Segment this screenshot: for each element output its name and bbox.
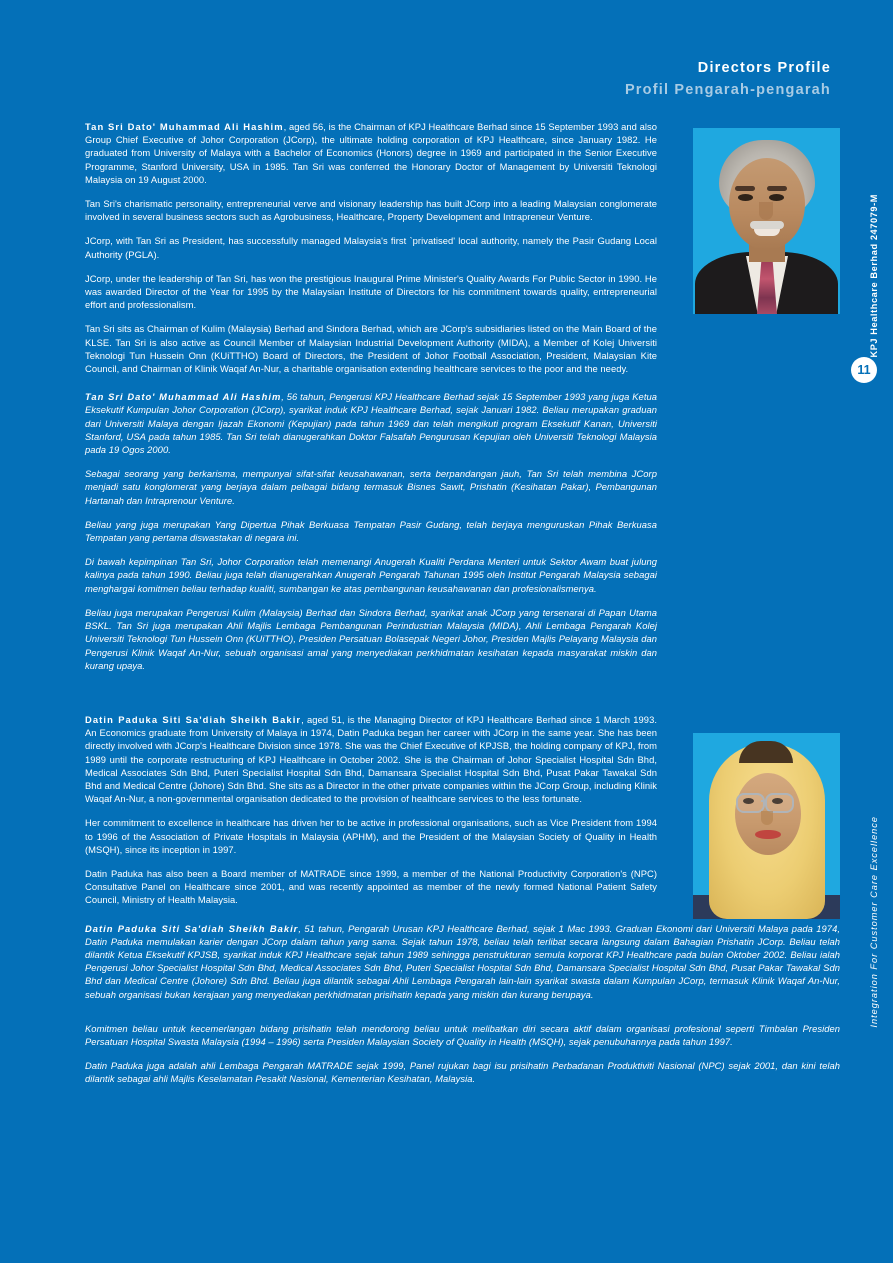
paragraph — [85, 713, 657, 805]
paragraph: Tan Sri sits as Chairman of Kulim (Malaysia) Berhad and Sindora Berhad, which are JCorp's subsidiaries listed on the Main Board of the KLSE. Tan Sri is also active as Council Member of Malaysian Industrial Development Authority (MIDA), a Member of Kolej Universiti Teknologi Tun Hussein Onn (KUiTTHO) Board of Directors, the President of Johor Football Association, President, Malaysian Kite Council, and Chairman of Klinik Waqaf An-Nur, a charitable organisation extending healthcare services to the poor and the needy. — [85, 323, 657, 375]
paragraph: Beliau yang juga merupakan Yang Dipertua Pihak Berkuasa Tempatan Pasir Gudang, telah berjaya menguruskan Pihak Berkuasa Tempatan yang pertama diswastakan di negara ini. — [85, 518, 657, 544]
director-1-name-malay: Tan Sri Dato' Muhammad Ali Hashim — [85, 391, 282, 403]
director-1-name-english: Tan Sri Dato' Muhammad Ali Hashim — [85, 121, 284, 132]
paragraph: Sebagai seorang yang berkarisma, mempunyai sifat-sifat keusahawanan, serta berpandangan jauh, Tan Sri telah membina JCorp menjadi satu konglomerat yang berjaya dalam pelbagai bidang termasuk Bisnes Sawit, Prishatin (Kesihatan Pakar), Pembangunan Hartanah dan Intraprenour Venture. — [85, 468, 657, 506]
paragraph-text: , 56 tahun, Pengerusi KPJ Healthcare Berhad sejak 15 September 1993 yang juga Ketua Eksekutif Kumpulan Johor Corporation (JCorp), syarikat induk KPJ Healthcare Berhad, sejak Januari 1982. Beliau merupakan graduan dari Universiti Malaya dengan Ijazah Ekonomi (Kepujian) pada tahun 1969 dan telah mengikuti program Eksekutif Kanan, Universiti Stanford, USA pada tahun 1985. Tan Sri telah dianugerahkan Doktor Falsafah Pengurusan Kepujian oleh Universiti Teknologi Malaysia pada 19 Ogos 2000. — [85, 391, 658, 456]
page-title-malay: Profil Pengarah-pengarah — [624, 81, 831, 98]
paragraph-text: , aged 51, is the Managing Director of KPJ Healthcare Berhad since 1 March 1993. An Economics graduate from University of Malaya in 1974, Datin Paduka began her career with JCorp in the same year. She has been directly involved with JCorp's Healthcare Division since 1978. She was the Chief Executive of KPJSB, the holding company of KPJ, from 1989 until the corporate restructuring of KPJ Healthcare in October 2002. She is the Chairman of Johor Specialist Hospital Sdn Bhd, Medical Associates Sdn Bhd, Puteri Specialist Hospital Sdn Bhd, Damansara Specialist Hospital Sdn Bhd, Pusat Pakar Tawakal Sdn Bhd and Medical Centre (Johore) Sdn Bhd. She sits as a Director in the other private companies within the JCorp Group, including Klinik Waqaf An-Nur, a non-governmental organisation dedicated to the provision of healthcare services to the less fortunate. — [85, 713, 657, 805]
paragraph: JCorp, with Tan Sri as President, has successfully managed Malaysia's first `privatised' local authority, namely the Pasir Gudang Local Authority (PGLA). — [85, 235, 657, 260]
rail-tagline: Integration For Customer Care Excellence — [869, 816, 879, 1028]
director-2-name-malay: Datin Paduka Siti Sa'diah Sheikh Bakir — [85, 922, 299, 934]
paragraph: Komitmen beliau untuk kecemerlangan bidang prisihatin telah mendorong beliau untuk melibatkan diri secara aktif dalam organisasi profesional seperti Timbalan Presiden Persatuan Hospital Swasta Malaysia (1994 – 1996) serta Presiden Malaysian Society of Quality in Health (MSQH), sejak penubuhannya pada tahun 1997. — [85, 1022, 840, 1047]
paragraph: Her commitment to excellence in healthcare has driven her to be active in professional organisations, such as Vice President from 1994 to 1996 of the Association of Private Hospitals in Malaysia (APHM), and the President of the Malaysian Society of Quality in Health (MSQH), since its inception in 1997. — [85, 817, 657, 855]
director-2-malay-block — [85, 922, 840, 1086]
page-number-badge: 11 — [851, 357, 877, 383]
page-side-rail — [840, 0, 893, 1263]
paragraph — [85, 390, 657, 456]
rail-company-name: KPJ Healthcare Berhad 247079-M — [869, 194, 879, 358]
director-2-name-english: Datin Paduka Siti Sa'diah Sheikh Bakir — [85, 713, 302, 725]
paragraph: Tan Sri's charismatic personality, entrepreneurial verve and visionary leadership has built JCorp into a leading Malaysian conglomerate involved in several business sectors such as Agrobusiness, Healthcare, Property Development and Intrapreneur Venture. — [85, 198, 657, 223]
paragraph: Di bawah kepimpinan Tan Sri, Johor Corporation telah memenangi Anugerah Kualiti Perdana Menteri untuk Sektor Awam buat julung kalinya pada tahun 1990. Beliau juga telah dianugerahkan Anugerah Pengarah Tahunan 1995 oleh Institut Pengarah Malaysia sebagai menghargai komitmen beliau terhadap kualiti, sumbangan ke atas pembangunan keusahawanan dan profesionalismenya. — [85, 556, 657, 594]
paragraph — [85, 120, 657, 186]
director-2-english-block — [85, 713, 657, 907]
page-title — [625, 58, 831, 102]
spacer — [85, 683, 840, 713]
page-title-english: Directors Profile — [697, 60, 831, 76]
paragraph — [85, 922, 840, 1001]
paragraph: JCorp, under the leadership of Tan Sri, has won the prestigious Inaugural Prime Minister's Quality Awards For Public Sector in 1990. He was awarded Director of the Year for 1995 by the Malaysian Institute of Directors for his commitment towards quality, entrepreneurial effort and professionalism. — [85, 272, 657, 311]
profiles-content — [85, 120, 840, 1097]
paragraph: Datin Paduka has also been a Board member of MATRADE since 1999, a member of the National Productivity Corporation's (NPC) Consultative Panel on Healthcare since 2001, and was recently appointed as member of the newly formed National Patient Safety Council, Ministry of Health Malaysia. — [85, 867, 657, 906]
director-1-english-block — [85, 120, 657, 375]
paragraph-text: , 51 tahun, Pengarah Urusan KPJ Healthcare Berhad, sejak 1 Mac 1993. Graduan Ekonomi dari Universiti Malaya pada 1974, Datin Paduka memulakan karier dengan JCorp dalam tahun yang sama. Sejak tahun 1978, beliau telah terlibat secara langsung dalam Bahagian Prishatin JCorp. Beliau telah dilantik Ketua Eksekutif KPJSB, syarikat induk KPJ Healthcare sejak tahun 1989 sehingga penstrukturan semula korporat KPJ Healthcare pada bulan Oktober 2002. Beliau ialah Pengerusi Johor Specialist Hospital Sdn Bhd, Medical Associates Sdn Bhd, Puteri Specialist Hospital Sdn Bhd, Damansara Specialist Hospital Sdn Bhd, Pusat Pakar Tawakal Sdn Bhd dan Medical Centre (Johore) Sdn Bhd. Beliau juga dilantik sebagai Ahli Lembaga Pengarah lain-lain syarikat swasta dalam Kumpulan JCorp, termasuk Klinik Waqaf An-Nur, sebuah organisasi bukan kerajaan yang menyediakan perkhidmatan prisihatin kepada yang miskin dan kurang berupaya. — [85, 922, 840, 1000]
paragraph: Beliau juga merupakan Pengerusi Kulim (Malaysia) Berhad dan Sindora Berhad, syarikat anak JCorp yang tersenarai di Papan Utama BSKL. Tan Sri juga merupakan Ahli Majlis Lembaga Pembangunan Perindustrian Malaysia (MIDA), Ahli Lembaga Pengarah Kolej Universiti Teknologi Tun Hussein Onn (KUiTTHO), Presiden Persatuan Bolasepak Negeri Johor, Presiden Majlis Pelayang Malaysia dan Pengerusi Klinik Waqaf An-Nur, sebuah organisasi amal yang menyediakan perkhidmatan kesihatan kepada masyarakat miskin dan kurang upaya. — [85, 606, 657, 671]
director-1-malay-block — [85, 390, 657, 672]
paragraph: Datin Paduka juga adalah ahli Lembaga Pengarah MATRADE sejak 1999, Panel rujukan bagi isu prisihatin Perbadanan Produktiviti Nasional (NPC) sejak 2001, dan kini telah dilantik sebagai ahli Majlis Keselamatan Pesakit Nasional, Kementerian Kesihatan, Malaysia. — [85, 1060, 840, 1085]
paragraph-text: , aged 56, is the Chairman of KPJ Healthcare Berhad since 15 September 1993 and also Group Chief Executive of Johor Corporation (JCorp), the ultimate holding corporation of KPJ Healthcare, since January 1982. He graduated from University of Malaya with a Bachelor of Economics (Honors) degree in 1969 and participated in the Senior Executive Programme, Stanford University, USA in 1985. Tan Sri was conferred the Honorary Doctor of Management by Universiti Teknologi Malaysia on 19 August 2000. — [85, 121, 657, 185]
spacer — [85, 1012, 840, 1022]
